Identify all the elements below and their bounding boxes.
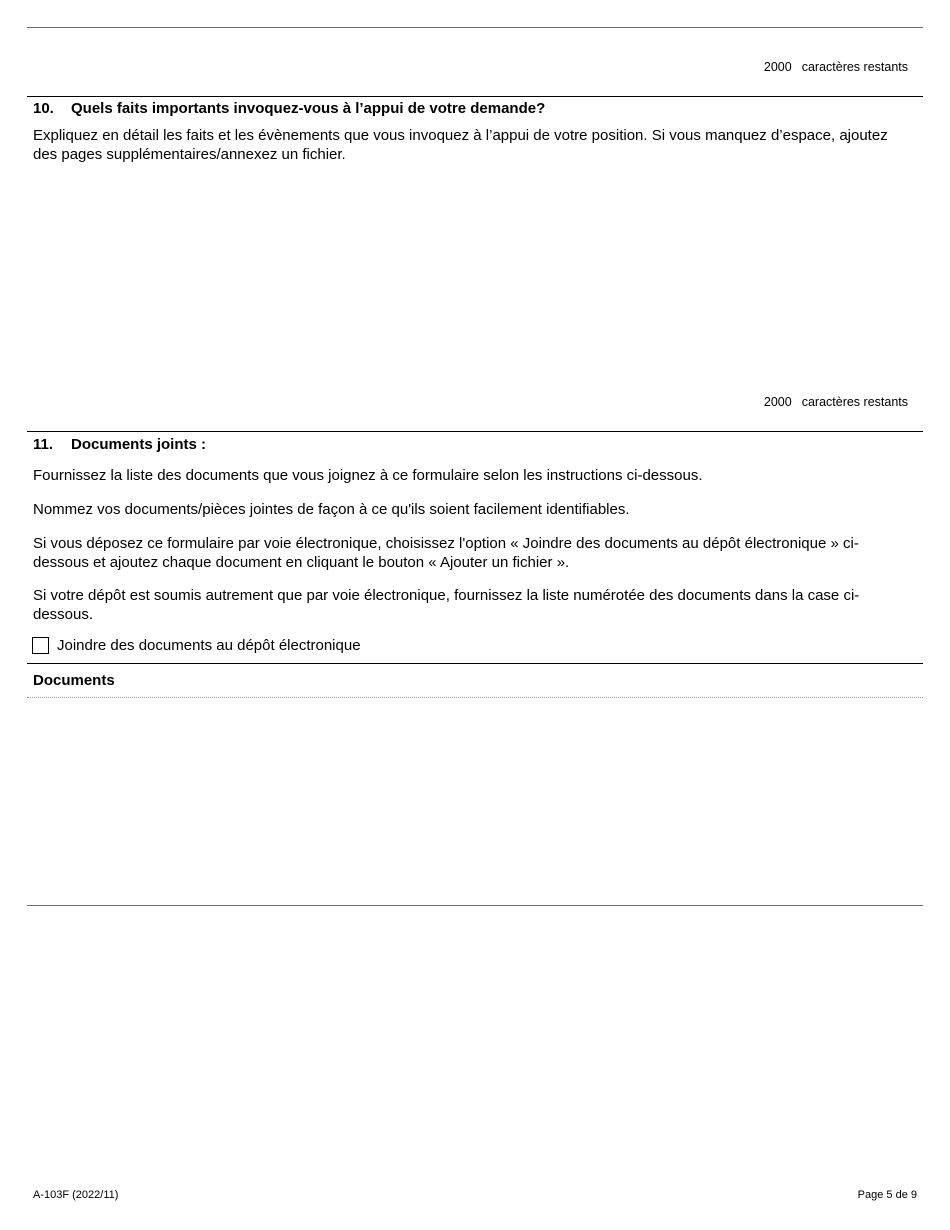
section11-paragraph-3: Si vous déposez ce formulaire par voie électronique, choisissez l'option « Joindre des documents au dépôt électronique » ci-dessous et ajoutez chaque document en cliquant le bouton « Ajouter un fichier ». <box>33 535 859 571</box>
page-number: Page 5 de 9 <box>857 1189 917 1201</box>
section10-char-count: 2000 <box>763 395 792 409</box>
top-char-count: 2000 <box>763 60 792 74</box>
section11-title: Documents joints : <box>71 436 207 453</box>
documents-label: Documents <box>33 672 115 689</box>
section11-number: 11. <box>33 436 54 453</box>
section10-divider <box>27 96 923 97</box>
documents-list-textarea[interactable] <box>27 699 923 904</box>
attach-documents-checkbox[interactable] <box>32 637 49 654</box>
attach-documents-row[interactable] <box>32 637 361 654</box>
section10-facts-textarea[interactable] <box>27 168 923 388</box>
previous-answer-textarea[interactable] <box>27 28 923 56</box>
section10-char-label: caractères restants <box>801 395 908 409</box>
section10-instructions: Expliquez en détail les faits et les évènements que vous invoquez à l’appui de votre position. Si vous manquez d’espace, ajoutez des pages supplémentaires/annexez un fichier. <box>33 127 888 163</box>
form-identifier: A-103F (2022/11) <box>33 1189 119 1201</box>
section10-number: 10. <box>33 100 54 117</box>
documents-top-divider <box>27 663 923 664</box>
section11-heading <box>33 436 206 453</box>
section11-paragraph-4: Si votre dépôt est soumis autrement que par voie électronique, fournissez la liste numérotée des documents dans la case ci-dessous. <box>33 587 860 623</box>
top-char-label: caractères restants <box>801 60 908 74</box>
section11-paragraph-1: Fournissez la liste des documents que vous joignez à ce formulaire selon les instructions ci-dessous. <box>33 467 703 484</box>
section10-char-counter <box>764 395 908 409</box>
section10-heading <box>33 100 545 117</box>
section10-title: Quels faits importants invoquez-vous à l’appui de votre demande? <box>71 100 546 117</box>
documents-label-divider <box>27 697 923 698</box>
section11-divider <box>27 431 923 432</box>
attach-documents-label: Joindre des documents au dépôt électronique <box>57 637 361 654</box>
documents-bottom-divider <box>27 905 923 906</box>
top-char-counter <box>764 60 908 74</box>
section11-paragraph-2: Nommez vos documents/pièces jointes de façon à ce qu'ils soient facilement identifiables. <box>33 501 630 518</box>
